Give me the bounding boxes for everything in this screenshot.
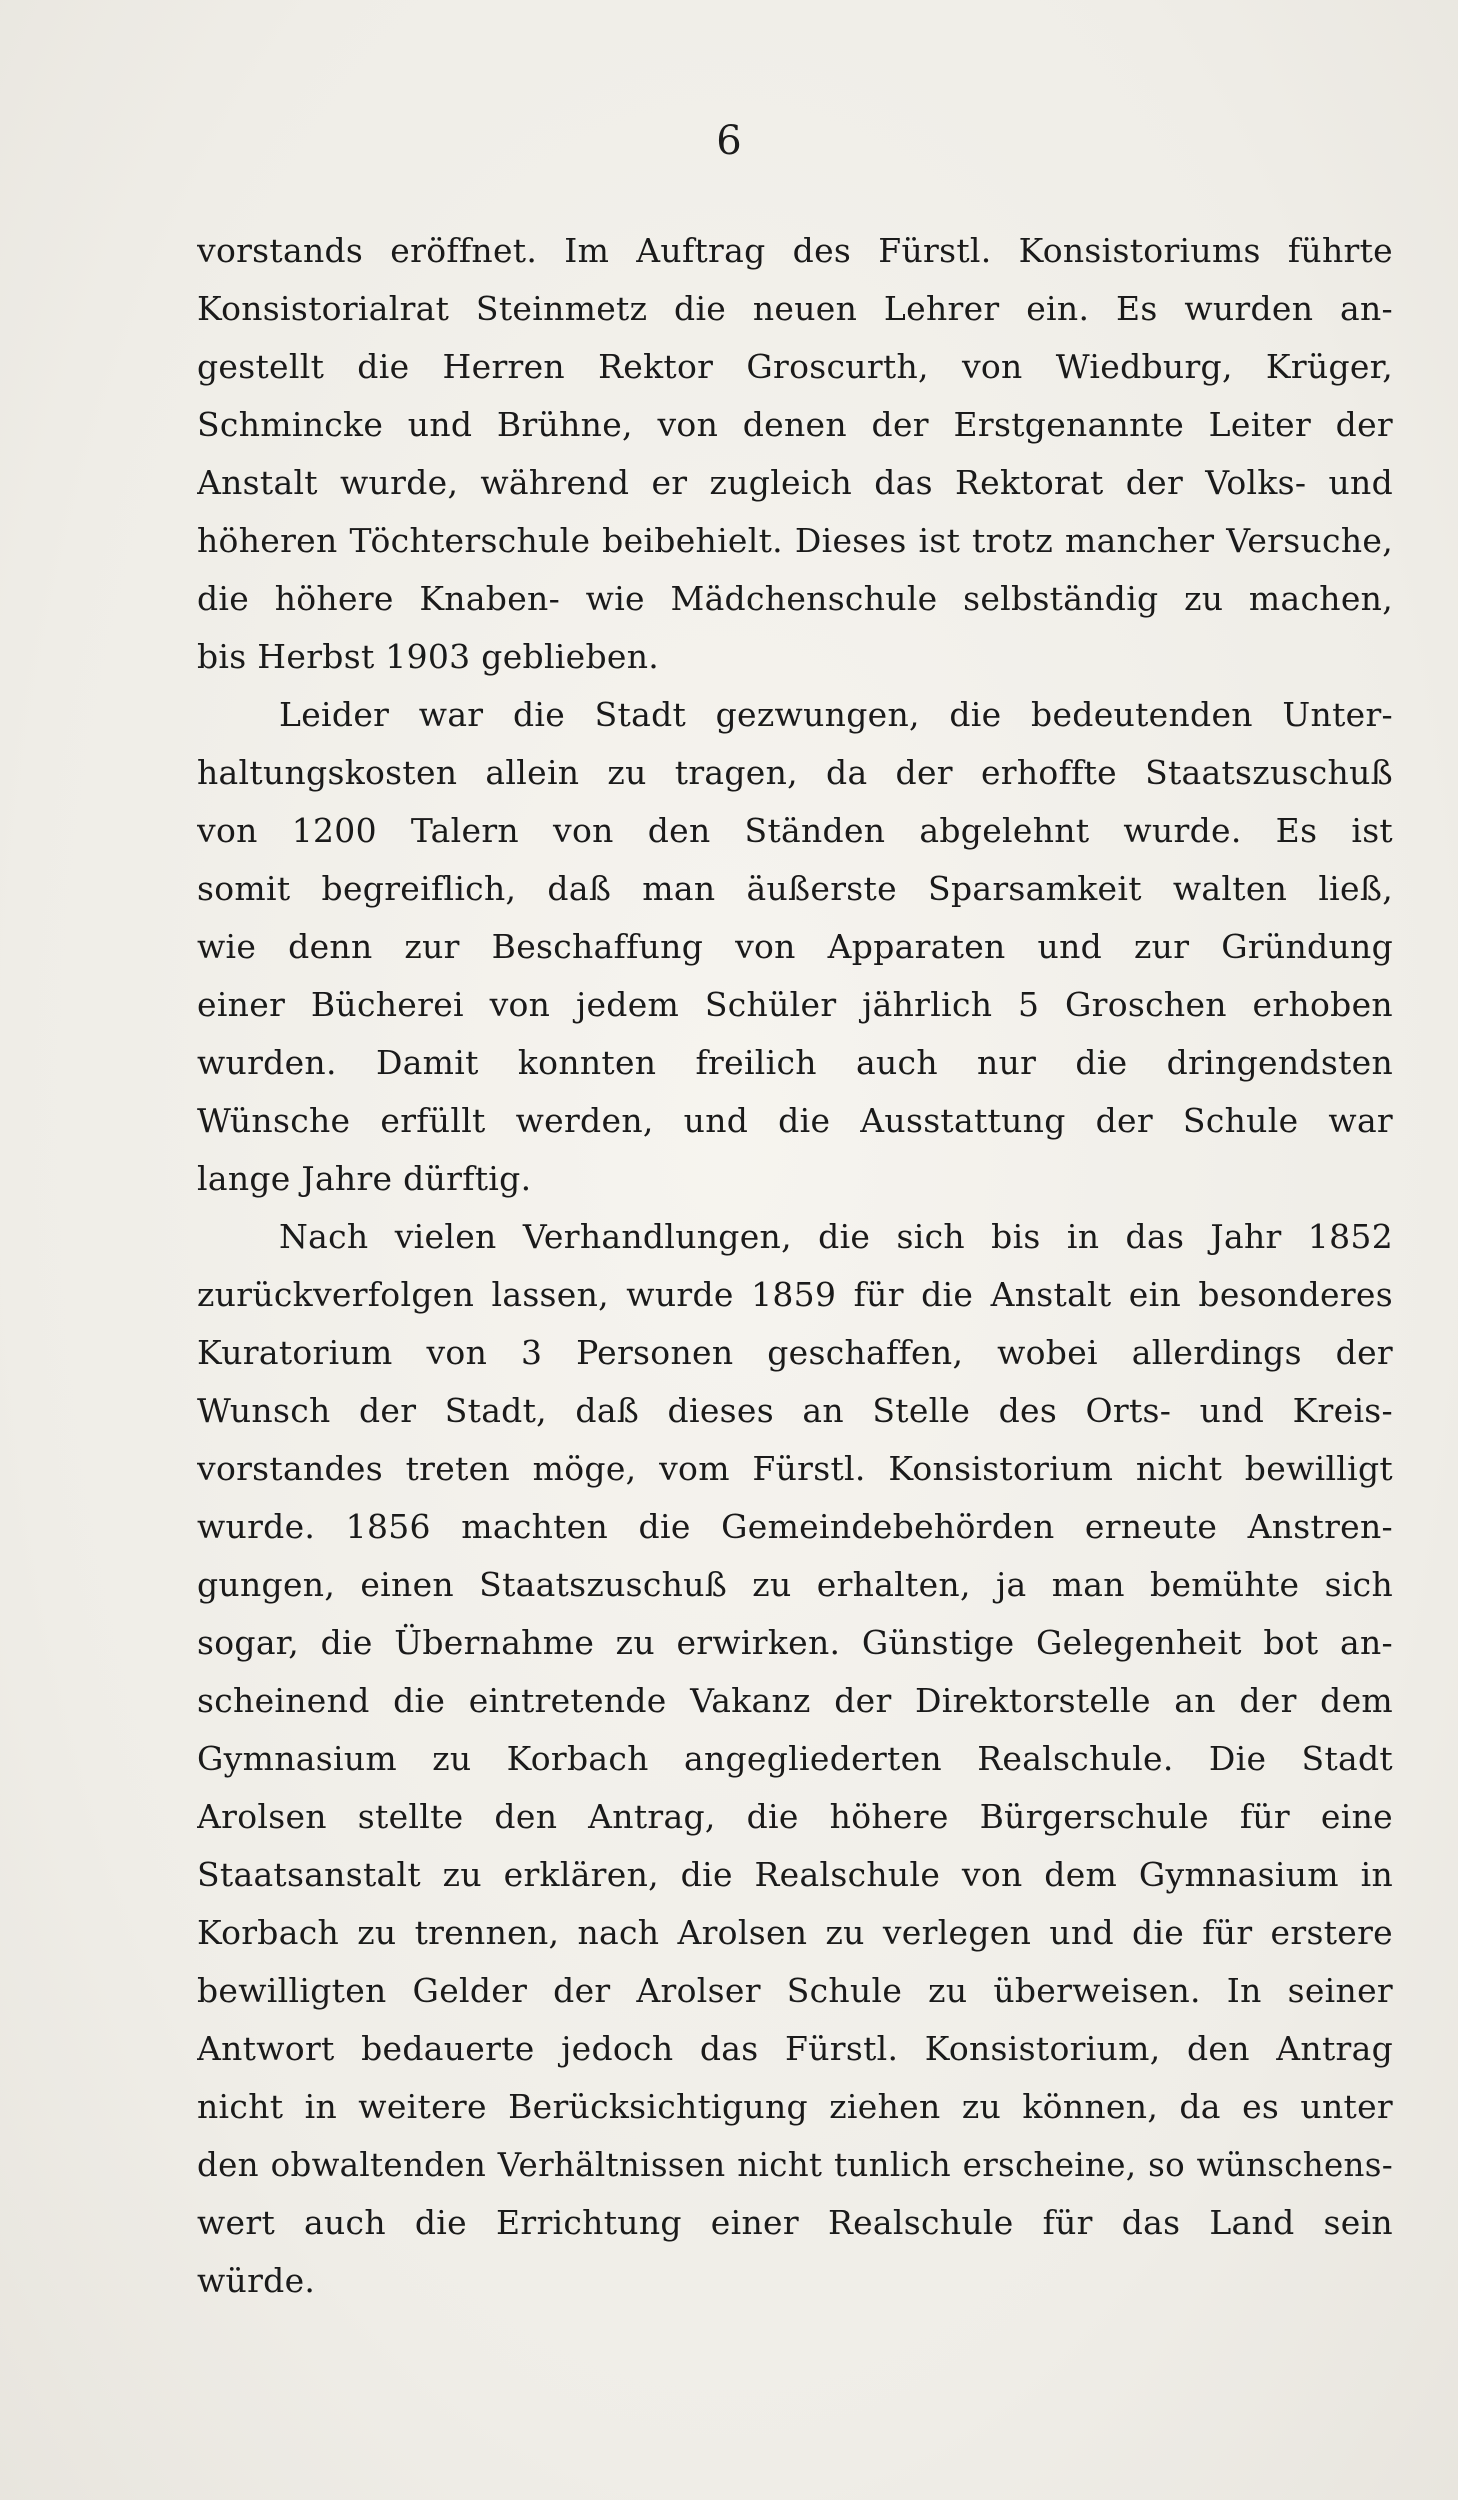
text-line: Korbach zu trennen, nach Arolsen zu verlegen und die für erstere: [197, 1913, 1393, 1952]
text-line: Anstalt wurde, während er zugleich das Rektorat der Volks- und: [197, 463, 1393, 502]
body-text: [197, 222, 1393, 2310]
text-line: gestellt die Herren Rektor Groscurth, von Wiedburg, Krüger,: [197, 347, 1393, 386]
text-line: lange Jahre dürftig.: [197, 1159, 532, 1198]
text-line: somit begreiflich, daß man äußerste Sparsamkeit walten ließ,: [197, 869, 1393, 908]
page-number: 6: [716, 118, 742, 164]
text-line: wurde. 1856 machten die Gemeindebehörden erneute Anstren-: [197, 1507, 1393, 1546]
text-line: gungen, einen Staatszuschuß zu erhalten, ja man bemühte sich: [197, 1565, 1393, 1604]
text-line: zurückverfolgen lassen, wurde 1859 für die Anstalt ein besonderes: [197, 1275, 1393, 1314]
text-line: vorstandes treten möge, vom Fürstl. Konsistorium nicht bewilligt: [197, 1449, 1393, 1488]
text-line: wie denn zur Beschaffung von Apparaten und zur Gründung: [197, 927, 1393, 966]
text-line: Staatsanstalt zu erklären, die Realschule von dem Gymnasium in: [197, 1855, 1393, 1894]
text-line: die höhere Knaben- wie Mädchenschule selbständig zu machen,: [197, 579, 1393, 618]
text-line: wurden. Damit konnten freilich auch nur die dringendsten: [197, 1043, 1393, 1082]
text-line: haltungskosten allein zu tragen, da der erhoffte Staatszuschuß: [197, 753, 1393, 792]
text-line: wert auch die Errichtung einer Realschule für das Land sein: [197, 2203, 1393, 2242]
text-line: Gymnasium zu Korbach angegliederten Realschule. Die Stadt: [197, 1739, 1393, 1778]
text-line: Antwort bedauerte jedoch das Fürstl. Konsistorium, den Antrag: [197, 2029, 1393, 2068]
text-line: Wunsch der Stadt, daß dieses an Stelle des Orts- und Kreis-: [197, 1391, 1393, 1430]
text-line: nicht in weitere Berücksichtigung ziehen zu können, da es unter: [197, 2087, 1393, 2126]
text-line: Schmincke und Brühne, von denen der Erstgenannte Leiter der: [197, 405, 1393, 444]
text-line: Arolsen stellte den Antrag, die höhere Bürgerschule für eine: [197, 1797, 1393, 1836]
text-line: Nach vielen Verhandlungen, die sich bis in das Jahr 1852: [279, 1217, 1393, 1256]
text-line: höheren Töchterschule beibehielt. Dieses ist trotz mancher Versuche,: [197, 521, 1393, 560]
text-line: vorstands eröffnet. Im Auftrag des Fürstl. Konsistoriums führte: [197, 231, 1393, 270]
text-line: Konsistorialrat Steinmetz die neuen Lehrer ein. Es wurden an-: [197, 289, 1393, 328]
text-line: Leider war die Stadt gezwungen, die bedeutenden Unter-: [279, 695, 1393, 734]
text-line: bis Herbst 1903 geblieben.: [197, 637, 660, 676]
text-line: einer Bücherei von jedem Schüler jährlich 5 Groschen erhoben: [197, 985, 1393, 1024]
text-line: den obwaltenden Verhältnissen nicht tunlich erscheine, so wünschens-: [197, 2146, 1393, 2184]
text-line: sogar, die Übernahme zu erwirken. Günstige Gelegenheit bot an-: [197, 1623, 1393, 1662]
text-line: von 1200 Talern von den Ständen abgelehnt wurde. Es ist: [197, 811, 1393, 850]
text-line: scheinend die eintretende Vakanz der Direktorstelle an der dem: [197, 1681, 1393, 1720]
text-line: bewilligten Gelder der Arolser Schule zu überweisen. In seiner: [197, 1971, 1393, 2010]
text-line: Wünsche erfüllt werden, und die Ausstattung der Schule war: [197, 1101, 1393, 1140]
text-line: Kuratorium von 3 Personen geschaffen, wobei allerdings der: [197, 1333, 1393, 1372]
text-line: würde.: [197, 2261, 316, 2300]
